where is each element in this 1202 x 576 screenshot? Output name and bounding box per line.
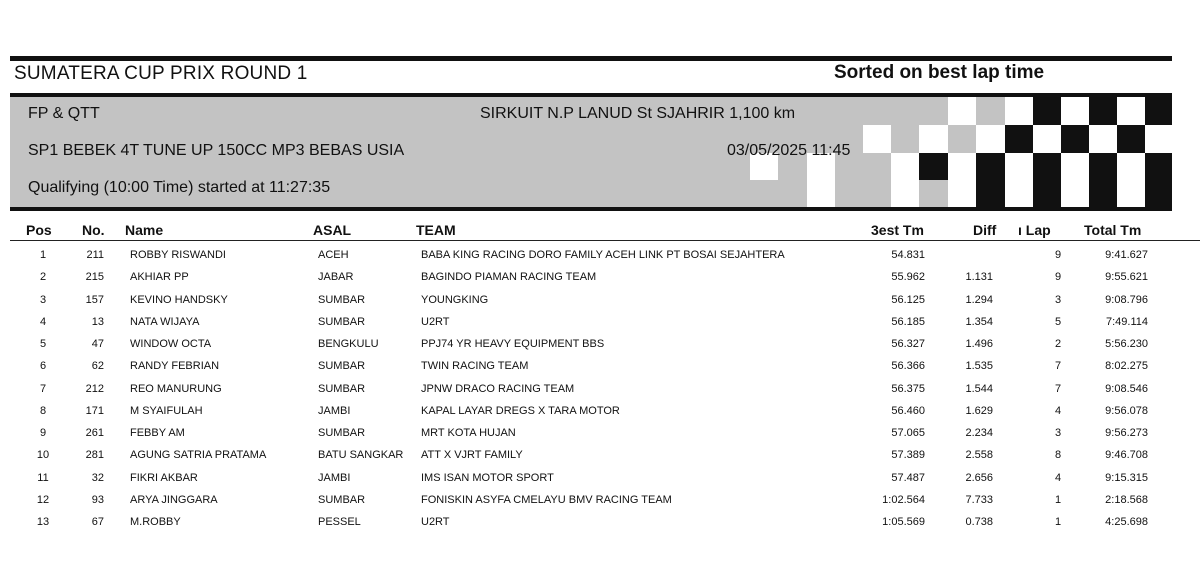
cell-pos: 4 xyxy=(39,315,47,328)
cell-total-tm: 9:56.078 xyxy=(1105,404,1148,417)
cell-best-tm: 1:05.569 xyxy=(882,516,925,528)
cell-asal: SUMBAR xyxy=(318,382,366,395)
cell-best-tm: 57.389 xyxy=(891,449,925,462)
info-panel xyxy=(10,97,1172,207)
table-row xyxy=(0,360,1202,382)
cell-asal: SUMBAR xyxy=(318,315,366,328)
cell-no: 93 xyxy=(91,493,104,506)
cell-no: 157 xyxy=(85,293,104,306)
table-row xyxy=(0,271,1202,293)
cell-lap: 7 xyxy=(1054,360,1062,373)
cell-lap: 1 xyxy=(1054,516,1062,528)
cell-no: 212 xyxy=(85,382,104,395)
cell-pos: 9 xyxy=(39,427,47,439)
cell-name: ARYA JINGGARA xyxy=(130,493,218,506)
cell-no: 47 xyxy=(91,338,104,350)
cell-name: M.ROBBY xyxy=(130,516,181,528)
cell-diff: 1.544 xyxy=(965,382,993,395)
cell-asal: JAMBI xyxy=(318,404,351,417)
cell-diff: 7.733 xyxy=(965,493,993,506)
cell-diff: 1.294 xyxy=(965,293,993,306)
cell-no: 32 xyxy=(91,471,104,484)
cell-diff: 1.629 xyxy=(965,404,993,417)
cell-diff: 1.535 xyxy=(965,360,993,373)
cell-name: FIKRI AKBAR xyxy=(130,471,198,484)
panel-bottom-rule xyxy=(10,207,1172,211)
cell-name: ROBBY RISWANDI xyxy=(130,249,226,261)
cell-total-tm: 2:18.568 xyxy=(1105,493,1148,506)
cell-pos: 6 xyxy=(39,360,47,373)
col-header-lap: ı Lap xyxy=(1018,222,1051,238)
cell-name: WINDOW OCTA xyxy=(130,338,212,350)
page-title: SUMATERA CUP PRIX ROUND 1 xyxy=(14,63,308,84)
cell-no: 211 xyxy=(86,249,104,261)
col-header-total-tm: Total Tm xyxy=(1084,222,1142,238)
table-row xyxy=(0,449,1202,471)
cell-team: YOUNGKING xyxy=(421,293,489,306)
col-header-team: TEAM xyxy=(416,222,456,238)
cell-lap: 1 xyxy=(1054,493,1062,506)
cell-total-tm: 9:56.273 xyxy=(1105,427,1148,439)
cell-best-tm: 56.185 xyxy=(891,315,925,328)
cell-team: BAGINDO PIAMAN RACING TEAM xyxy=(421,271,597,284)
cell-no: 261 xyxy=(85,427,104,439)
cell-team: TWIN RACING TEAM xyxy=(421,360,529,373)
cell-team: U2RT xyxy=(421,315,450,328)
cell-pos: 7 xyxy=(39,382,47,395)
cell-lap: 3 xyxy=(1054,293,1062,306)
cell-team: BABA KING RACING DORO FAMILY ACEH LINK PT BOSAI SEJAHTERA xyxy=(421,249,785,261)
cell-no: 171 xyxy=(85,404,104,417)
session-label: FP & QTT xyxy=(28,105,100,122)
cell-lap: 7 xyxy=(1054,382,1062,395)
cell-pos: 1 xyxy=(39,249,47,261)
cell-total-tm: 7:49.114 xyxy=(1105,315,1148,328)
top-rule xyxy=(10,56,1172,61)
cell-team: ATT X VJRT FAMILY xyxy=(421,449,523,462)
cell-asal: BATU SANGKAR xyxy=(318,449,404,462)
table-row xyxy=(0,338,1202,360)
cell-pos: 8 xyxy=(39,404,47,417)
cell-pos: 10 xyxy=(36,449,50,462)
cell-asal: SUMBAR xyxy=(318,360,366,373)
cell-best-tm: 56.366 xyxy=(891,360,925,373)
cell-team: PPJ74 YR HEAVY EQUIPMENT BBS xyxy=(421,338,605,350)
cell-total-tm: 9:08.796 xyxy=(1105,293,1148,306)
cell-best-tm: 56.125 xyxy=(891,293,925,306)
cell-team: IMS ISAN MOTOR SPORT xyxy=(421,471,554,484)
cell-name: AGUNG SATRIA PRATAMA xyxy=(130,449,267,462)
cell-total-tm: 9:46.708 xyxy=(1105,449,1148,462)
cell-name: NATA WIJAYA xyxy=(130,315,200,328)
cell-best-tm: 56.460 xyxy=(891,404,925,417)
cell-best-tm: 55.962 xyxy=(891,271,925,284)
cell-name: REO MANURUNG xyxy=(130,382,222,395)
cell-diff: 2.656 xyxy=(965,471,993,484)
cell-name: RANDY FEBRIAN xyxy=(130,360,220,373)
table-row xyxy=(0,249,1202,271)
cell-total-tm: 5:56.230 xyxy=(1105,338,1148,350)
cell-asal: SUMBAR xyxy=(318,293,366,306)
table-row xyxy=(0,516,1202,538)
cell-team: JPNW DRACO RACING TEAM xyxy=(421,382,575,395)
col-header-asal: ASAL xyxy=(313,222,352,238)
cell-lap: 3 xyxy=(1054,427,1062,439)
col-header-best-tm: 3est Tm xyxy=(871,222,924,238)
cell-asal: SUMBAR xyxy=(318,493,366,506)
table-row xyxy=(0,427,1202,449)
cell-best-tm: 56.327 xyxy=(891,338,925,350)
sort-note: Sorted on best lap time xyxy=(834,62,1045,83)
cell-team: KAPAL LAYAR DREGS X TARA MOTOR xyxy=(421,404,620,417)
cell-best-tm: 1:02.564 xyxy=(882,493,925,506)
cell-pos: 2 xyxy=(39,271,47,284)
cell-total-tm: 9:41.627 xyxy=(1105,249,1148,261)
cell-lap: 5 xyxy=(1054,315,1062,328)
cell-best-tm: 56.375 xyxy=(891,382,925,395)
cell-lap: 2 xyxy=(1054,338,1062,350)
qualifying-label: Qualifying (10:00 Time) started at 11:27:35 xyxy=(28,179,331,196)
cell-lap: 9 xyxy=(1054,271,1062,284)
cell-total-tm: 4:25.698 xyxy=(1105,516,1148,528)
table-row xyxy=(0,405,1202,427)
class-label: SP1 BEBEK 4T TUNE UP 150CC MP3 BEBAS USIA xyxy=(28,142,405,159)
cell-team: U2RT xyxy=(421,516,450,528)
cell-lap: 9 xyxy=(1054,249,1062,261)
table-row xyxy=(0,472,1202,494)
cell-diff: 0.738 xyxy=(965,516,993,528)
header-rule xyxy=(10,240,1200,241)
cell-team: FONISKIN ASYFA CMELAYU BMV RACING TEAM xyxy=(421,493,672,506)
cell-diff: 2.558 xyxy=(965,449,993,462)
cell-no: 215 xyxy=(85,271,104,284)
cell-diff: 1.496 xyxy=(965,338,993,350)
table-row xyxy=(0,294,1202,316)
cell-pos: 3 xyxy=(39,293,47,306)
cell-no: 67 xyxy=(91,516,104,528)
cell-no: 62 xyxy=(91,360,104,373)
cell-no: 281 xyxy=(85,449,104,462)
cell-name: FEBBY AM xyxy=(130,427,185,439)
cell-diff: 1.131 xyxy=(965,271,993,284)
cell-lap: 8 xyxy=(1054,449,1062,462)
cell-lap: 4 xyxy=(1054,404,1062,417)
cell-name: AKHIAR PP xyxy=(130,271,189,284)
cell-team: MRT KOTA HUJAN xyxy=(421,427,516,439)
cell-asal: JABAR xyxy=(318,271,354,284)
cell-pos: 12 xyxy=(36,493,50,506)
cell-total-tm: 8:02.275 xyxy=(1105,360,1148,373)
cell-asal: PESSEL xyxy=(318,516,361,528)
cell-pos: 5 xyxy=(39,338,47,350)
col-header-pos: Pos xyxy=(26,222,52,238)
cell-asal: SUMBAR xyxy=(318,427,366,439)
cell-name: M SYAIFULAH xyxy=(130,404,203,417)
circuit-label: SIRKUIT N.P LANUD St SJAHRIR 1,100 km xyxy=(480,105,796,122)
date-time-label: 03/05/2025 11:45 xyxy=(727,142,851,159)
cell-pos: 13 xyxy=(36,516,50,528)
cell-total-tm: 9:15.315 xyxy=(1105,471,1148,484)
col-header-name: Name xyxy=(125,222,164,238)
cell-best-tm: 57.487 xyxy=(891,471,925,484)
cell-name: KEVINO HANDSKY xyxy=(130,293,228,306)
cell-asal: JAMBI xyxy=(318,471,351,484)
cell-lap: 4 xyxy=(1054,471,1062,484)
table-row xyxy=(0,494,1202,516)
col-header-diff: Diff xyxy=(973,222,997,238)
cell-total-tm: 9:08.546 xyxy=(1105,382,1148,395)
cell-pos: 11 xyxy=(37,471,49,484)
cell-total-tm: 9:55.621 xyxy=(1105,271,1148,284)
col-header-no: No. xyxy=(82,222,105,238)
cell-diff: 2.234 xyxy=(965,427,993,439)
cell-no: 13 xyxy=(91,315,104,328)
cell-diff: 1.354 xyxy=(965,315,993,328)
cell-asal: ACEH xyxy=(318,249,349,261)
cell-best-tm: 57.065 xyxy=(891,427,925,439)
cell-best-tm: 54.831 xyxy=(891,249,925,261)
table-row xyxy=(0,383,1202,405)
cell-asal: BENGKULU xyxy=(318,338,379,350)
table-row xyxy=(0,316,1202,338)
